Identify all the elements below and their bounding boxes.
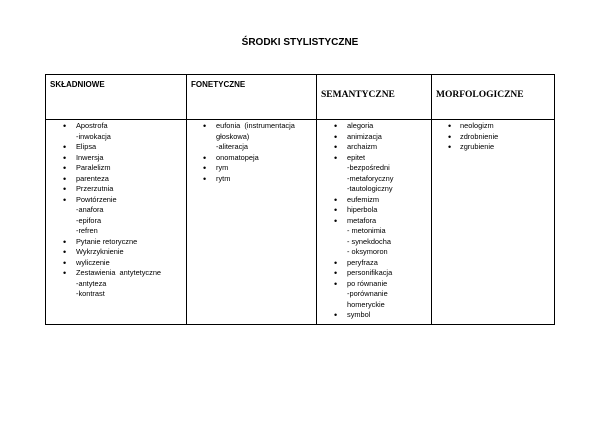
list-item: • rym	[187, 163, 316, 174]
list-item: • Paralelizm	[46, 163, 186, 174]
list-subitem: homeryckie	[347, 299, 385, 309]
list-subitem: -bezpośredni	[347, 163, 390, 172]
list-item: • Elipsa	[46, 142, 186, 153]
list-item: • po równanie	[317, 279, 431, 290]
list-subitem: - metonimia	[347, 226, 386, 235]
list-item: • peryfraza	[317, 258, 431, 269]
list-subitem: -aliteracja	[216, 142, 249, 151]
list-item: • Inwersja	[46, 153, 186, 164]
cell-morfologiczne	[432, 120, 555, 325]
list-item: • zdrobnienie	[432, 132, 554, 143]
column-header-skladniowe: SKŁADNIOWE	[50, 80, 105, 89]
list-item: • Pytanie retoryczne	[46, 237, 186, 248]
list-item: • wyliczenie	[46, 258, 186, 269]
list-item: • parenteza	[46, 174, 186, 185]
list-item: • eufemizm	[317, 195, 431, 206]
column-header-fonetyczne: FONETYCZNE	[191, 80, 246, 89]
cell-fonetyczne	[187, 120, 317, 325]
list-item: • metafora	[317, 216, 431, 227]
list-subitem: - synekdocha	[347, 236, 391, 246]
list-item: • Apostrofa	[46, 121, 186, 132]
header-cell-morfologiczne	[432, 75, 555, 120]
list-item: • personifikacja	[317, 268, 431, 279]
table-header-row	[46, 75, 555, 120]
list-subitem: -tautologiczny	[347, 184, 393, 193]
document-title: ŚRODKI STYLISTYCZNE	[241, 37, 359, 48]
list-item: • epitet	[317, 153, 431, 164]
header-cell-skladniowe	[46, 75, 187, 120]
list-subitem: - oksymoron	[347, 247, 388, 256]
list-subitem: -antyteza	[76, 278, 107, 288]
list-item: • rytm	[187, 174, 316, 185]
list-item: • neologizm	[432, 121, 554, 132]
list-subitem: -porównanie	[347, 289, 388, 298]
list-item: • zgrubienie	[432, 142, 554, 153]
table-body-row	[46, 120, 555, 325]
list-semantyczne	[317, 120, 431, 321]
list-item: • archaizm	[317, 142, 431, 153]
list-item: • Wykrzyknienie	[46, 247, 186, 258]
cell-skladniowe	[46, 120, 187, 325]
list-subitem: głoskowa)	[216, 131, 250, 141]
header-cell-semantyczne	[317, 75, 432, 120]
list-subitem: -epifora	[76, 215, 102, 225]
column-header-morfologiczne: MORFOLOGICZNE	[436, 90, 524, 100]
column-header-semantyczne: SEMANTYCZNE	[321, 90, 395, 100]
list-subitem: -metaforyczny	[347, 173, 394, 183]
header-cell-fonetyczne	[187, 75, 317, 120]
list-item: • symbol	[317, 310, 431, 321]
list-item: • alegoria	[317, 121, 431, 132]
list-item: • eufonia (instrumentacja	[187, 121, 316, 132]
stylistic-devices-table	[45, 74, 555, 325]
list-morfologiczne	[432, 120, 554, 153]
list-item: • Przerzutnia	[46, 184, 186, 195]
list-item: • animizacja	[317, 132, 431, 143]
list-skladniowe	[46, 120, 186, 300]
list-item: • Zestawienia antytetyczne	[46, 268, 186, 279]
list-item: • hiperbola	[317, 205, 431, 216]
list-subitem: -refren	[76, 226, 98, 235]
list-subitem: -kontrast	[76, 289, 105, 298]
list-subitem: -inwokacja	[76, 131, 111, 141]
list-fonetyczne	[187, 120, 316, 184]
list-subitem: -anafora	[76, 205, 104, 214]
list-item: • Powtórzenie	[46, 195, 186, 206]
list-item: • onomatopeja	[187, 153, 316, 164]
cell-semantyczne	[317, 120, 432, 325]
